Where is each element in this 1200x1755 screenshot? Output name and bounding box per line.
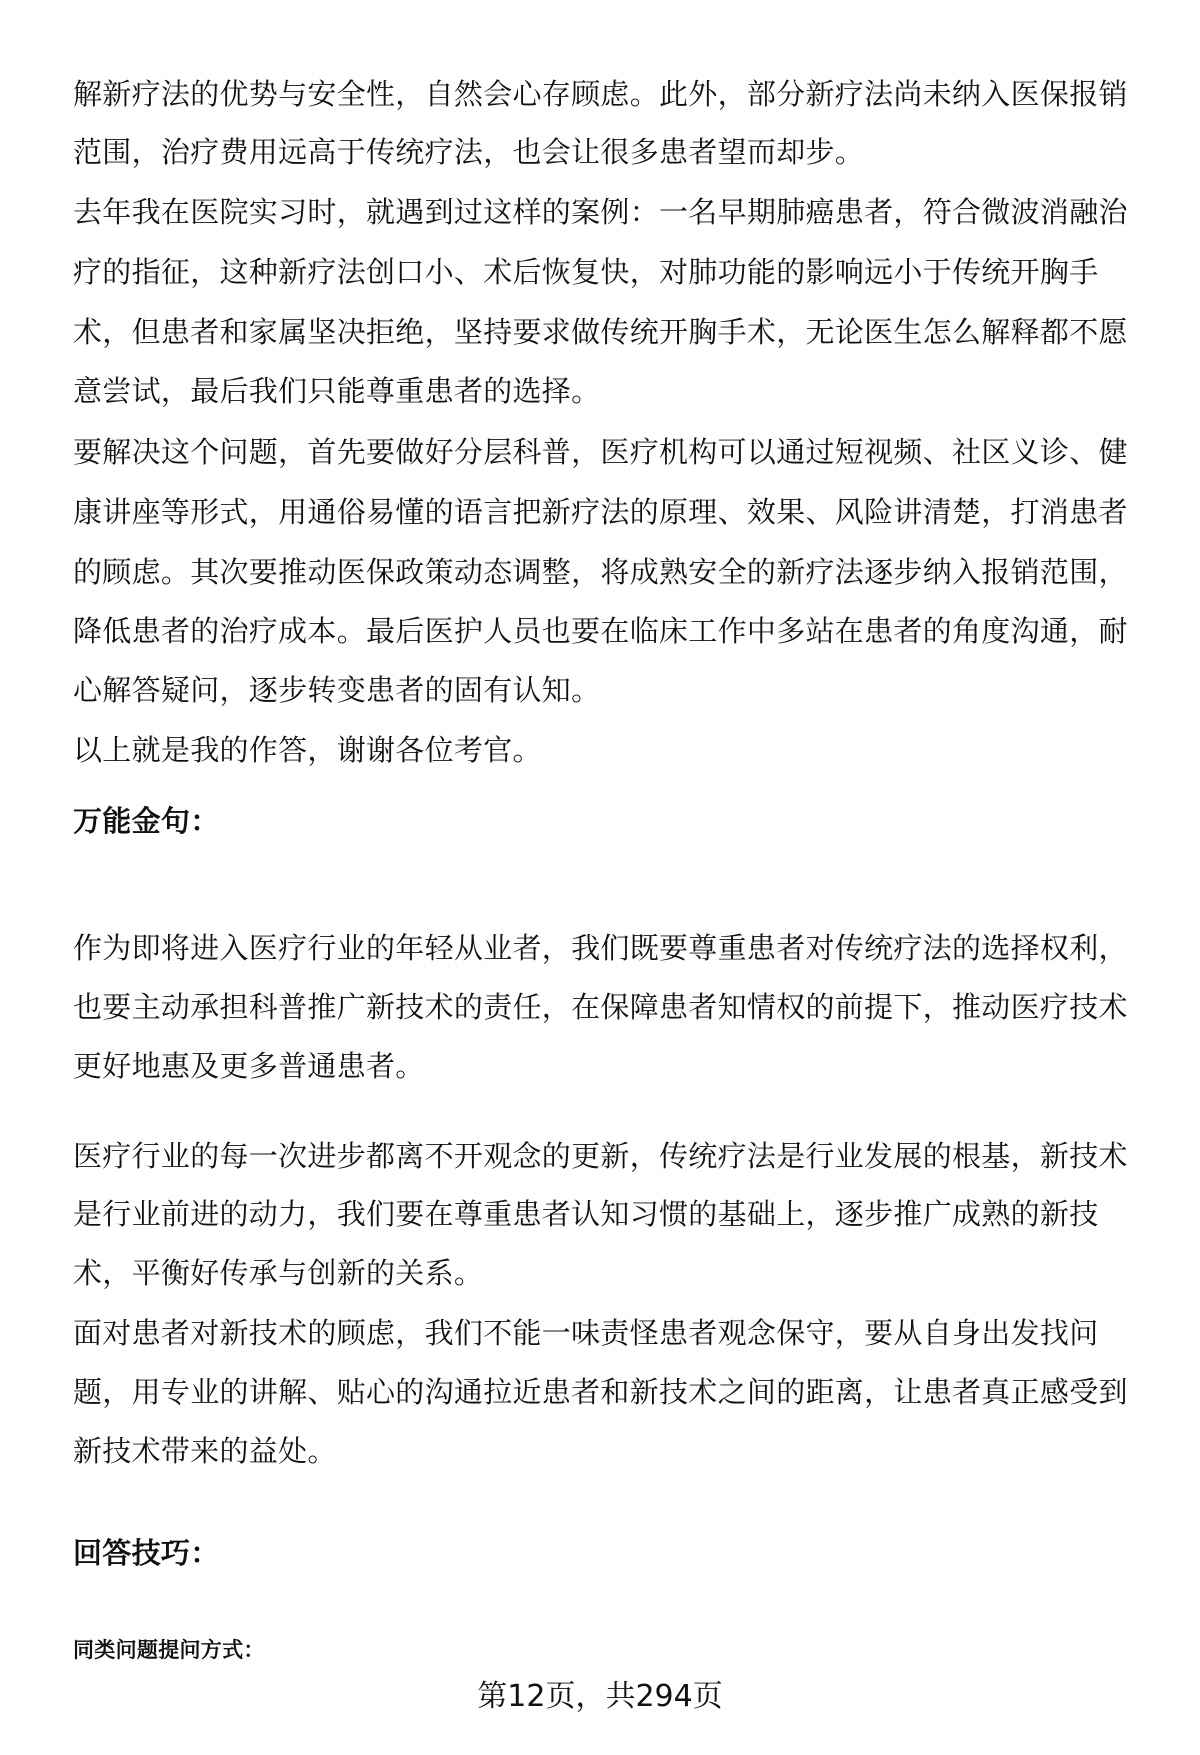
text-line: 要解决这个问题，首先要做好分层科普，医疗机构可以通过短视频、社区义诊、健 bbox=[73, 435, 1128, 469]
text-line: 解新疗法的优势与安全性，自然会心存顾虑。此外，部分新疗法尚未纳入医保报销 bbox=[73, 77, 1128, 111]
text-line: 面对患者对新技术的顾虑，我们不能一味责怪患者观念保守，要从自身出发找问 bbox=[73, 1316, 1099, 1350]
similar-questions-heading: 同类问题提问方式： bbox=[73, 1638, 265, 1662]
page-number: 第12页，共294页 bbox=[477, 1679, 723, 1714]
text-line: 康讲座等形式，用通俗易懂的语言把新疗法的原理、效果、风险讲清楚，打消患者 bbox=[73, 495, 1128, 529]
golden-sentences-heading: 万能金句： bbox=[73, 804, 220, 838]
text-line: 疗的指征，这种新疗法创口小、术后恢复快，对肺功能的影响远小于传统开胸手 bbox=[73, 255, 1099, 289]
text-line: 题，用专业的讲解、贴心的沟通拉近患者和新技术之间的距离，让患者真正感受到 bbox=[73, 1375, 1128, 1409]
text-line: 医疗行业的每一次进步都离不开观念的更新，传统疗法是行业发展的根基，新技术 bbox=[73, 1139, 1128, 1173]
text-line: 去年我在医院实习时，就遇到过这样的案例：一名早期肺癌患者，符合微波消融治 bbox=[73, 195, 1128, 229]
text-line: 意尝试，最后我们只能尊重患者的选择。 bbox=[73, 374, 601, 408]
text-line: 降低患者的治疗成本。最后医护人员也要在临床工作中多站在患者的角度沟通，耐 bbox=[73, 614, 1128, 648]
text-line: 更好地惠及更多普通患者。 bbox=[73, 1049, 425, 1083]
text-line: 新技术带来的益处。 bbox=[73, 1434, 337, 1468]
text-line: 是行业前进的动力，我们要在尊重患者认知习惯的基础上，逐步推广成熟的新技 bbox=[73, 1197, 1099, 1231]
text-line: 术，平衡好传承与创新的关系。 bbox=[73, 1256, 484, 1290]
text-line: 心解答疑问，逐步转变患者的固有认知。 bbox=[73, 673, 601, 707]
text-line: 范围，治疗费用远高于传统疗法，也会让很多患者望而却步。 bbox=[73, 135, 865, 169]
text-line: 作为即将进入医疗行业的年轻从业者，我们既要尊重患者对传统疗法的选择权利， bbox=[73, 931, 1128, 965]
text-line: 也要主动承担科普推广新技术的责任，在保障患者知情权的前提下，推动医疗技术 bbox=[73, 990, 1128, 1024]
text-line: 术，但患者和家属坚决拒绝，坚持要求做传统开胸手术，无论医生怎么解释都不愿 bbox=[73, 315, 1128, 349]
text-line: 以上就是我的作答，谢谢各位考官。 bbox=[73, 733, 542, 767]
answer-tips-heading: 回答技巧： bbox=[73, 1536, 220, 1570]
text-line: 的顾虑。其次要推动医保政策动态调整，将成熟安全的新疗法逐步纳入报销范围， bbox=[73, 555, 1128, 589]
